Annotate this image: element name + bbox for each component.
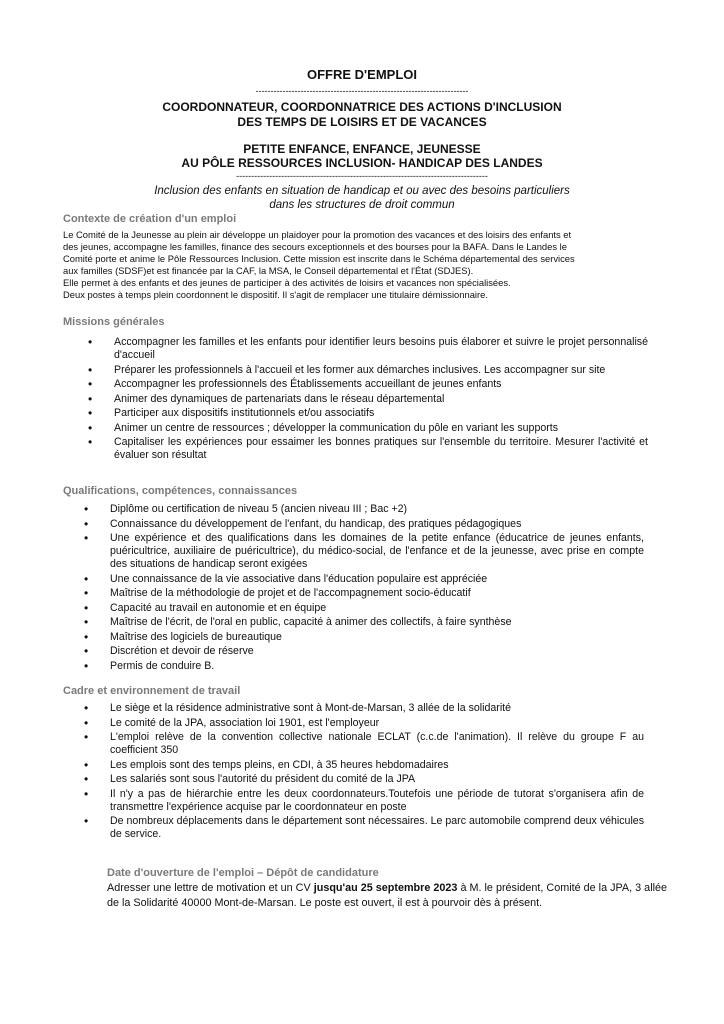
- list-item: • Participer aux dispositifs institutionnels et/ou associatifs: [88, 407, 648, 420]
- list-item: • Il n'y a pas de hiérarchie entre les deux coordonnateurs.Toutefois une période de tutorat s'organisera afin de transmettre l'expérience acquise par le coordonnateur en poste: [84, 788, 644, 814]
- list-item: • Animer des dynamiques de partenariats dans le réseau départemental: [88, 393, 648, 406]
- application-deadline: jusqu'au 25 septembre 2023: [313, 882, 458, 894]
- list-item: • Diplôme ou certification de niveau 5 (ancien niveau III ; Bac +2): [84, 503, 644, 516]
- separator-line: ------------------------------------------------------------------------------------: [236, 171, 488, 181]
- scope-line-1: PETITE ENFANCE, ENFANCE, JEUNESSE: [243, 142, 481, 156]
- tagline-line-2: dans les structures de droit commun: [269, 199, 455, 211]
- separator-line: -----------------------------------------------------------------------: [255, 86, 469, 96]
- list-item: • L'emploi relève de la convention collective nationale ECLAT (c.c.de l'animation). Il relève du groupe F au coefficient 350: [84, 731, 644, 757]
- context-line: des jeunes, accompagne les familles, finance des secours exceptionnels et des bourses pour la BAFA. Dans le Landes le: [63, 241, 567, 252]
- list-item: • De nombreux déplacements dans le département sont nécessaires. Le parc automobile comprend deux véhicules de service.: [84, 815, 644, 841]
- list-item: • Permis de conduire B.: [84, 660, 644, 673]
- context-line: Comité porte et anime le Pôle Ressources Inclusion. Cette mission est inscrite dans le Schéma départemental des services: [63, 253, 575, 264]
- list-item: • Maîtrise de la méthodologie de projet et de l'accompagnement socio-éducatif: [84, 587, 644, 600]
- scope-line-2: AU PÔLE RESSOURCES INCLUSION- HANDICAP DES LANDES: [181, 156, 543, 170]
- list-item: • Préparer les professionnels à l'accueil et les former aux démarches inclusives. Les accompagner sur site: [88, 364, 648, 377]
- tagline-line-1: Inclusion des enfants en situation de handicap et ou avec des besoins particuliers: [154, 185, 570, 197]
- list-item: • Connaissance du développement de l'enfant, du handicap, des pratiques pédagogiques: [84, 518, 644, 531]
- application-paragraph: [107, 881, 667, 911]
- list-item: • Les emplois sont des temps pleins, en CDI, à 35 heures hebdomadaires: [84, 759, 644, 772]
- section-heading-context: Contexte de création d'un emploi: [63, 213, 237, 225]
- context-line: aux familles (SDSF)et est financée par la CAF, la MSA, le Conseil départemental et l'État (SDJES).: [63, 265, 474, 276]
- list-item: • Accompagner les familles et les enfants pour identifier leurs besoins puis élaborer et suivre le projet personnalisé d'accueil: [88, 336, 648, 362]
- list-item: • Discrétion et devoir de réserve: [84, 645, 644, 658]
- list-item: • Accompagner les professionnels des Établissements accueillant de jeunes enfants: [88, 378, 648, 391]
- context-line: Deux postes à temps plein coordonnent le dispositif. Il s'agit de remplacer une titulaire démissionnaire.: [63, 289, 488, 300]
- section-heading-missions: Missions générales: [63, 316, 165, 328]
- section-heading-qualifications: Qualifications, compétences, connaissances: [63, 485, 298, 497]
- list-item: • Une expérience et des qualifications dans les domaines de la petite enfance (éducatrice de jeunes enfants, puéricultrice, auxiliaire de puéricultrice), du médico-social, de l'enfance et de la jeunesse, avec prise en compte des situations de handicap seront exigées: [84, 532, 644, 571]
- framework-list: [84, 702, 644, 843]
- list-item: • Maîtrise de l'écrit, de l'oral en public, capacité à animer des collectifs, à faire synthèse: [84, 616, 644, 629]
- list-item: • Le comité de la JPA, association loi 1901, est l'employeur: [84, 717, 644, 730]
- context-line: Le Comité de la Jeunesse au plein air développe un plaidoyer pour la promotion des vacances et des loisirs des enfants et: [63, 229, 572, 240]
- context-paragraph: [63, 229, 668, 301]
- qualifications-list: [84, 503, 644, 674]
- missions-list: [88, 336, 648, 464]
- list-item: • Les salariés sont sous l'autorité du président du comité de la JPA: [84, 773, 644, 786]
- application-text-start: Adresser une lettre de motivation et un CV: [107, 882, 314, 894]
- list-item: • Le siège et la résidence administrative sont à Mont-de-Marsan, 3 allée de la solidarité: [84, 702, 644, 715]
- job-title-line-1: COORDONNATEUR, COORDONNATRICE DES ACTIONS D'INCLUSION: [162, 100, 562, 114]
- list-item: • Capitaliser les expériences pour essaimer les bonnes pratiques sur l'ensemble du territoire. Mesurer l'activité et évaluer son résultat: [88, 436, 648, 462]
- page-title: OFFRE D'EMPLOI: [307, 67, 417, 82]
- list-item: • Capacité au travail en autonomie et en équipe: [84, 602, 644, 615]
- section-heading-framework: Cadre et environnement de travail: [63, 685, 241, 697]
- context-line: Elle permet à des enfants et des jeunes de participer à des activités de loisirs et vacances non spécialisées.: [63, 277, 511, 288]
- list-item: • Une connaissance de la vie associative dans l'éducation populaire est appréciée: [84, 573, 644, 586]
- application-text-end: à M. le président, Comité de la JPA, 3 allée de la Solidarité 40000 Mont-de-Marsan. Le poste est ouvert, il est à pourvoir dès à présent.: [107, 882, 667, 909]
- list-item: • Maîtrise des logiciels de bureautique: [84, 631, 644, 644]
- list-item: • Animer un centre de ressources ; développer la communication du pôle en variant les supports: [88, 422, 648, 435]
- job-title-line-2: DES TEMPS DE LOISIRS ET DE VACANCES: [237, 115, 487, 129]
- section-heading-application: Date d'ouverture de l'emploi – Dépôt de candidature: [107, 867, 379, 879]
